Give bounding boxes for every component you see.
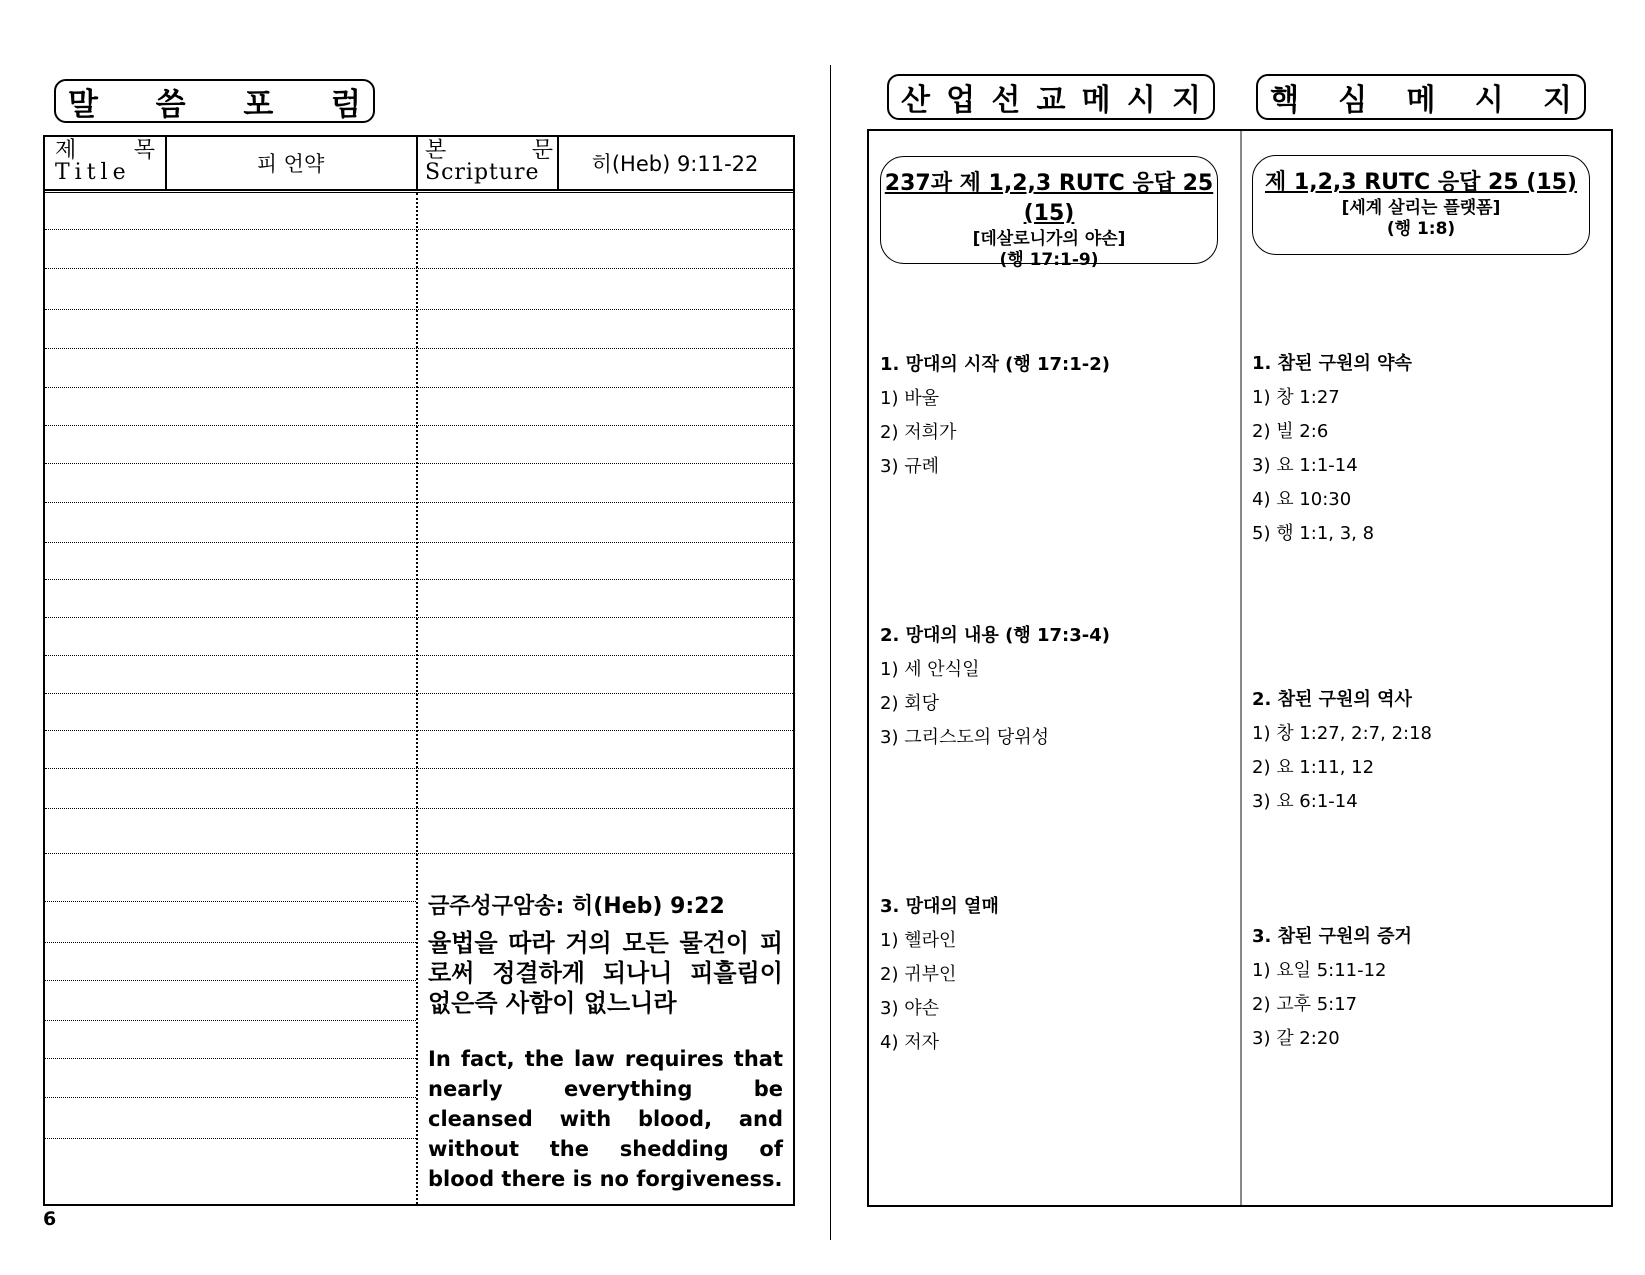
note-line — [45, 980, 416, 981]
lesson-box-industrial — [880, 156, 1218, 270]
lesson-title: 제 1,2,3 RUTC 응답 25 (15) — [1265, 170, 1577, 195]
page-heading — [54, 79, 375, 123]
outline-section — [880, 619, 1110, 755]
note-line — [45, 1020, 416, 1021]
outline-section — [880, 348, 1110, 484]
lesson-subtitle: [데살로니가의 야손] — [972, 229, 1126, 249]
outline-item: 2) 저희가 — [880, 422, 957, 443]
outline-section — [1252, 683, 1432, 819]
outline-item: 3) 요 1:1-14 — [1252, 455, 1358, 476]
note-line — [45, 693, 793, 694]
outline-section — [1252, 920, 1412, 1056]
header-rule — [45, 189, 793, 191]
heading-char: 포 — [243, 86, 274, 123]
outline-item: 4) 저자 — [880, 1032, 939, 1053]
lesson-box-core — [1252, 155, 1590, 255]
page-gutter — [830, 65, 831, 1240]
column-divider — [1240, 131, 1242, 1205]
message-frame — [867, 129, 1613, 1207]
note-line — [45, 942, 416, 943]
scripture-label-ko: 본 문 — [425, 138, 553, 163]
memory-verse-korean: 율법을 따라 거의 모든 물건이 피로써 정결하게 되나니 피흘림이 없은즉 사함이 없느니라 — [428, 929, 783, 1017]
title-label-ko: 제 목 — [55, 138, 155, 163]
note-line — [45, 542, 793, 543]
memory-verse-reference: 금주성구암송: 히(Heb) 9:22 — [428, 894, 725, 919]
lesson-subtitle: [세계 살리는 플랫폼] — [1341, 198, 1501, 218]
outline-item: 1) 세 안식일 — [880, 659, 980, 680]
note-line — [45, 808, 793, 809]
core-message-header: 핵 심 메 시 지 — [1256, 74, 1586, 120]
heading-char: 씀 — [155, 86, 186, 123]
note-line — [45, 1097, 416, 1098]
outline-item: 2) 요 1:11, 12 — [1252, 757, 1375, 778]
note-line — [45, 387, 793, 388]
scripture-label — [425, 140, 553, 184]
outline-item: 1) 창 1:27 — [1252, 387, 1340, 408]
outline-section — [880, 890, 999, 1060]
title-label-en: Title — [55, 160, 131, 185]
heading-char: 말 — [68, 86, 98, 123]
note-line — [45, 655, 793, 656]
note-line — [45, 229, 793, 230]
outline-item: 1) 헬라인 — [880, 930, 957, 951]
notes-table — [43, 135, 795, 1206]
title-label — [55, 140, 155, 184]
note-line — [45, 768, 793, 769]
outline-item: 2) 고후 5:17 — [1252, 994, 1358, 1015]
industrial-mission-header: 산 업 선 교 메 시 지 — [887, 74, 1215, 120]
outline-item: 3) 요 6:1-14 — [1252, 791, 1358, 812]
memory-verse-english: In fact, the law requires that nearly everything be cleansed with blood, and without the shedding of blood there is no forgiveness. — [428, 1047, 783, 1191]
note-line — [45, 1058, 416, 1059]
outline-section — [1252, 347, 1412, 551]
header-divider — [416, 137, 418, 189]
note-line — [45, 268, 793, 269]
note-line — [45, 502, 793, 503]
lesson-reference: (행 17:1-9) — [999, 250, 1099, 270]
lesson-title: 237과 제 1,2,3 RUTC 응답 25 (15) — [884, 171, 1214, 226]
title-value: 피 언약 — [256, 152, 325, 176]
heading-char: 럼 — [331, 86, 361, 123]
note-line — [45, 463, 793, 464]
outline-item: 2) 빌 2:6 — [1252, 421, 1329, 442]
outline-item: 5) 행 1:1, 3, 8 — [1252, 523, 1375, 544]
outline-item: 1) 요일 5:11-12 — [1252, 960, 1387, 981]
outline-item: 3) 그리스도의 당위성 — [880, 727, 1050, 748]
outline-item: 1) 창 1:27, 2:7, 2:18 — [1252, 723, 1433, 744]
note-line — [45, 348, 793, 349]
section-heading: 2. 참된 구원의 역사 — [1252, 689, 1412, 710]
outline-item: 4) 요 10:30 — [1252, 489, 1352, 510]
scripture-label-en: Scripture — [425, 160, 540, 185]
scripture-value: 히(Heb) 9:11-22 — [591, 152, 759, 176]
section-heading: 1. 망대의 시작 (행 17:1-2) — [880, 354, 1110, 375]
note-line — [45, 309, 793, 310]
outline-item: 3) 규례 — [880, 456, 939, 477]
outline-item: 2) 회당 — [880, 693, 939, 714]
header-rule — [45, 192, 793, 193]
lesson-reference: (행 1:8) — [1386, 219, 1456, 239]
note-line — [45, 617, 793, 618]
section-heading: 3. 망대의 열매 — [880, 896, 999, 917]
outline-item: 3) 야손 — [880, 998, 939, 1019]
note-line — [45, 730, 793, 731]
section-heading: 1. 참된 구원의 약속 — [1252, 353, 1412, 374]
outline-item: 1) 바울 — [880, 388, 939, 409]
note-line — [45, 853, 793, 854]
section-heading: 2. 망대의 내용 (행 17:3-4) — [880, 625, 1110, 646]
outline-item: 3) 갈 2:20 — [1252, 1028, 1340, 1049]
section-heading: 3. 참된 구원의 증거 — [1252, 926, 1412, 947]
page-number: 6 — [43, 1208, 57, 1230]
outline-item: 2) 귀부인 — [880, 964, 957, 985]
column-divider — [416, 193, 418, 1204]
note-line — [45, 901, 416, 902]
note-line — [45, 1138, 416, 1139]
note-line — [45, 579, 793, 580]
note-line — [45, 425, 793, 426]
